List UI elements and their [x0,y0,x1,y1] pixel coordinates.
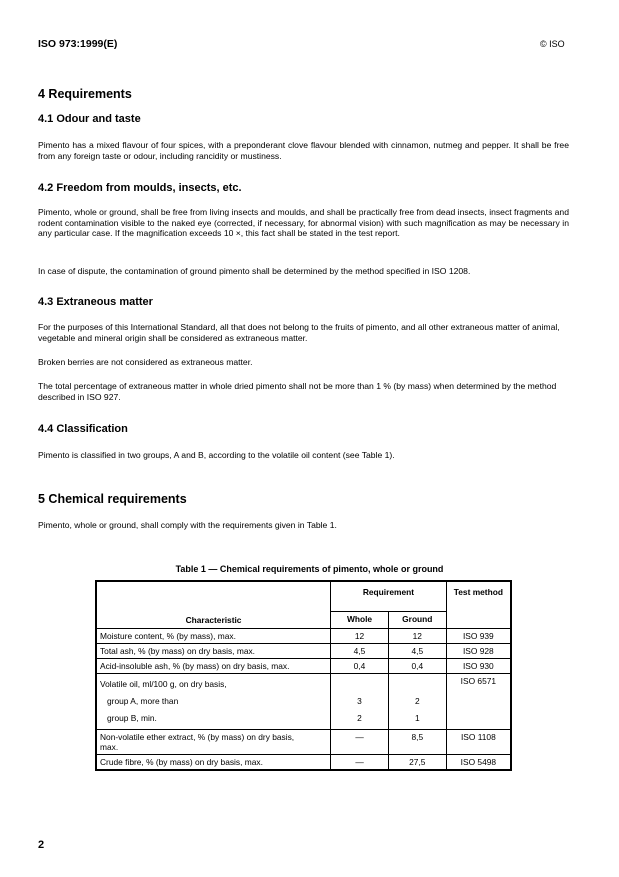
row-characteristic: Total ash, % (by mass) on dry basis, max. [96,644,331,659]
row-test-method: ISO 928 [446,644,511,659]
header-characteristic: Characteristic [96,581,331,629]
table-row [96,659,511,674]
row-whole: — [331,755,389,771]
section-4-1-heading: 4.1 Odour and taste [38,113,141,125]
row-test-method: ISO 6571 [446,674,511,730]
section-4-3-heading: 4.3 Extraneous matter [38,296,153,308]
row-test-method: ISO 5498 [446,755,511,771]
table-caption: Table 1 — Chemical requirements of pimento, whole or ground [175,564,444,574]
row-whole: 3 2 [331,674,389,730]
subrow-group-b: group B, min. [107,713,157,723]
row-whole: — [331,730,389,755]
chemical-requirements-table [95,580,512,771]
row-test-method: ISO 1108 [446,730,511,755]
table-row [96,644,511,659]
subrow-group-a: group A, more than [107,696,179,706]
row-ground: 27,5 [388,755,446,771]
row-characteristic: Non-volatile ether extract, % (by mass) on dry basis, max. [96,730,331,755]
section-4-1-paragraph: Pimento has a mixed flavour of four spices, with a preponderant clove flavour blended with cinnamon, nutmeg and pepper. It shall be free from any foreign taste or odour, including rancidity or mustiness. [38,140,569,161]
row-characteristic: Crude fibre, % (by mass) on dry basis, max. [96,755,331,771]
section-4-4-paragraph: Pimento is classified in two groups, A and B, according to the volatile oil content (see Table 1). [38,450,395,460]
section-4-4-heading: 4.4 Classification [38,423,128,435]
row-ground: 8,5 [388,730,446,755]
table-row-volatile-oil [96,674,511,730]
table-header-row-1 [96,581,511,612]
row-characteristic: Acid-insoluble ash, % (by mass) on dry basis, max. [96,659,331,674]
section-4-2-heading: 4.2 Freedom from moulds, insects, etc. [38,182,242,194]
row-test-method: ISO 939 [446,629,511,644]
header-whole: Whole [331,612,389,629]
section-4-heading: 4 Requirements [38,87,132,101]
section-4-2-paragraph-2: In case of dispute, the contamination of ground pimento shall be determined by the method specified in ISO 1208. [38,266,471,276]
table-row [96,629,511,644]
header-ground: Ground [388,612,446,629]
section-4-3-paragraph-3: The total percentage of extraneous matter in whole dried pimento shall not be more than 1 % (by mass) when determined by the method described in ISO 927. [38,381,557,402]
row-ground: 4,5 [388,644,446,659]
section-5-heading: 5 Chemical requirements [38,492,187,506]
document-id: ISO 973:1999(E) [38,38,118,50]
row-whole: 0,4 [331,659,389,674]
row-characteristic: Moisture content, % (by mass), max. [96,629,331,644]
row-ground: 2 1 [388,674,446,730]
copyright-notice: © ISO [540,39,565,49]
section-5-paragraph: Pimento, whole or ground, shall comply with the requirements given in Table 1. [38,520,337,530]
row-whole: 12 [331,629,389,644]
row-ground: 0,4 [388,659,446,674]
table-row [96,730,511,755]
table-row [96,755,511,771]
header-test-method: Test method [446,581,511,629]
row-test-method: ISO 930 [446,659,511,674]
row-whole: 4,5 [331,644,389,659]
page-number: 2 [38,839,45,851]
section-4-3-paragraph-1: For the purposes of this International Standard, all that does not belong to the fruits of pimento, and all other extraneous matter of animal, vegetable and mineral origin shall be considered as extraneous matter. [38,322,560,343]
header-requirement: Requirement [331,581,447,612]
row-characteristic: Volatile oil, ml/100 g, on dry basis, group A, more than group B, min. [96,674,331,730]
section-4-3-paragraph-2: Broken berries are not considered as extraneous matter. [38,357,253,367]
section-4-2-paragraph-1: Pimento, whole or ground, shall be free from living insects and moulds, and shall be practically free from dead insects, insect fragments and rodent contamination visible to the naked eye (corrected, if necessary, for abnormal vision) with such magnification as may be necessary in any particular case. If the magnification exceeds 10 ×, this fact shall be stated in the test report. [38,207,569,239]
row-ground: 12 [388,629,446,644]
